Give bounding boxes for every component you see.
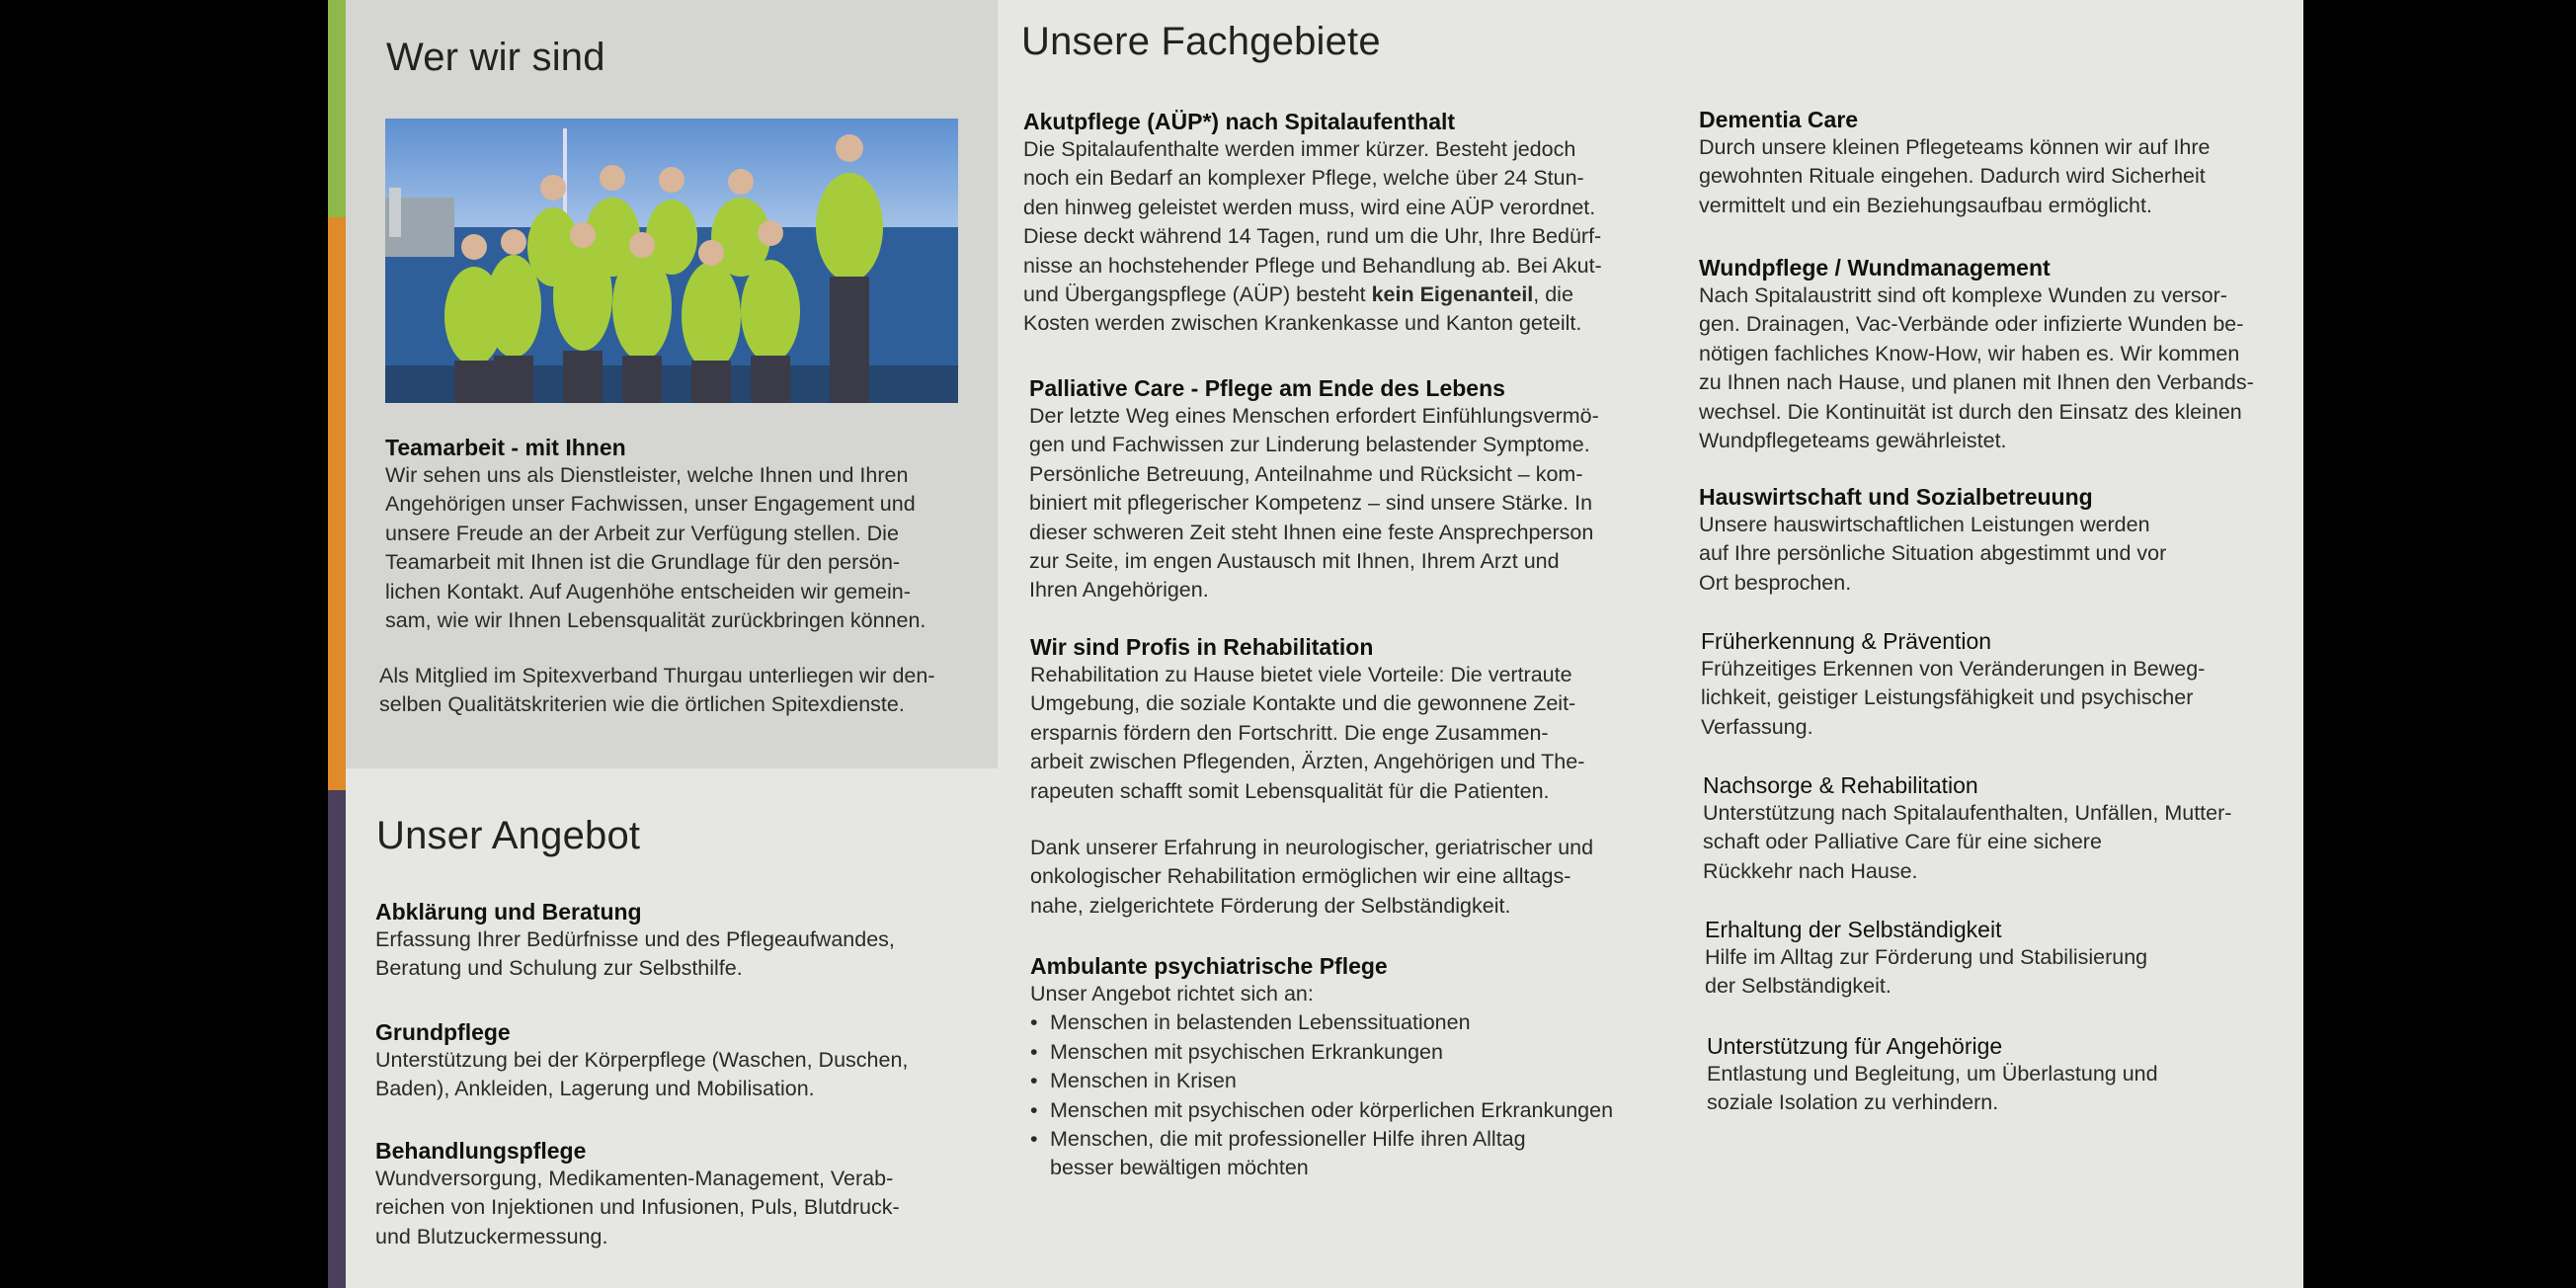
- text-line: gen und Fachwissen zur Linderung belastender Symptome.: [1029, 433, 1590, 457]
- angebot-abklaerung: [375, 899, 968, 984]
- text-line: Menschen, die mit professioneller Hilfe ihren Alltag: [1050, 1127, 1526, 1152]
- text-line: nahe, zielgerichtete Förderung der Selbständigkeit.: [1030, 893, 1511, 918]
- psychiatrie-block: [1030, 953, 1643, 1183]
- erhaltung-heading: Erhaltung der Selbständigkeit: [1705, 917, 2002, 942]
- text-line: rapeuten schafft somit Lebensqualität für die Patienten.: [1030, 778, 1550, 803]
- text-line: Rückkehr nach Hause.: [1703, 858, 1918, 883]
- dementia-text: [1699, 133, 2292, 220]
- hauswirtschaft-text: [1699, 511, 2292, 598]
- wundpflege-text: [1699, 282, 2292, 455]
- teamarbeit-text: [385, 461, 978, 635]
- strip-green: [328, 0, 346, 217]
- text-line: Frühzeitiges Erkennen von Veränderungen in Beweg-: [1701, 657, 2206, 681]
- rehabilitation-text: [1030, 661, 1643, 806]
- wundpflege-heading: Wundpflege / Wundmanagement: [1699, 255, 2051, 281]
- nachsorge-heading: Nachsorge & Rehabilitation: [1703, 772, 1978, 798]
- palliative-block: [1029, 375, 1642, 605]
- angebot-heading: Behandlungspflege: [375, 1138, 587, 1164]
- text-line: Als Mitglied im Spitexverband Thurgau unterliegen wir den-: [379, 664, 935, 687]
- angebot-grundpflege: [375, 1019, 968, 1104]
- akutpflege-heading: Akutpflege (AÜP*) nach Spitalaufenthalt: [1023, 109, 1456, 134]
- psychiatrie-heading: Ambulante psychiatrische Pflege: [1030, 953, 1388, 979]
- text-line: und Blutzuckermessung.: [375, 1224, 608, 1248]
- strip-orange: [328, 217, 346, 790]
- text-line: wechsel. Die Kontinuität ist durch den Einsatz des kleinen: [1699, 399, 2242, 424]
- text-line: auf Ihre persönliche Situation abgestimmt und vor: [1699, 541, 2167, 566]
- text-line: schaft oder Palliative Care für eine sichere: [1703, 830, 2102, 854]
- text-line: Umgebung, die soziale Kontakte und die gewonnene Zeit-: [1030, 691, 1576, 716]
- list-item: • Menschen mit psychischen oder körperlichen Erkrankungen: [1030, 1096, 1643, 1125]
- text-line: Angehörigen unser Fachwissen, unser Engagement und: [385, 492, 916, 517]
- angehoerige-text: [1707, 1060, 2299, 1118]
- angebot-text: [375, 926, 968, 984]
- text-line: selben Qualitätskriterien wie die örtlichen Spitexdienste.: [379, 692, 905, 717]
- text-line: reichen von Injektionen und Infusionen, Puls, Blutdruck-: [375, 1195, 900, 1220]
- strip-purple: [328, 790, 346, 1288]
- text-line: Dank unserer Erfahrung in neurologischer, geriatrischer und: [1030, 836, 1594, 860]
- text-line: und Übergangspflege (AÜP) besteht: [1023, 282, 1372, 307]
- frueherkennung-block: [1701, 628, 2294, 742]
- text-line: Diese deckt während 14 Tagen, rund um die Uhr, Ihre Bedürf-: [1023, 224, 1602, 249]
- text-line: Wundpflegeteams gewährleistet.: [1699, 429, 2007, 453]
- akutpflege-text: [1023, 135, 1636, 339]
- text-line: Persönliche Betreuung, Anteilnahme und Rücksicht – kom-: [1029, 461, 1583, 486]
- text-line: zu Ihnen nach Hause, und planen mit Ihnen den Verbands-: [1699, 370, 2254, 395]
- psychiatrie-list: [1030, 1008, 1643, 1182]
- text-line: Erfassung Ihrer Bedürfnisse und des Pflegeaufwandes,: [375, 927, 895, 951]
- team-photo: [385, 119, 958, 403]
- angebot-text: [375, 1165, 968, 1251]
- text-line: Entlastung und Begleitung, um Überlastung und: [1707, 1062, 2158, 1086]
- text-line: , die: [1533, 282, 1573, 307]
- dementia-heading: Dementia Care: [1699, 107, 1859, 132]
- text-line: Der letzte Weg eines Menschen erfordert Einfühlungsvermö-: [1029, 404, 1599, 428]
- nachsorge-block: [1703, 772, 2295, 886]
- section-title-wer-wir-sind: Wer wir sind: [386, 36, 605, 79]
- text-line: lichen Kontakt. Auf Augenhöhe entscheiden wir gemein-: [385, 579, 911, 604]
- section-title-unser-angebot: Unser Angebot: [376, 814, 641, 857]
- text-line: Die Spitalaufenthalte werden immer kürzer. Besteht jedoch: [1023, 137, 1576, 161]
- text-line: Wir sehen uns als Dienstleister, welche Ihnen und Ihren: [385, 463, 909, 487]
- dementia-block: [1699, 107, 2292, 220]
- angehoerige-heading: Unterstützung für Angehörige: [1707, 1033, 2003, 1059]
- list-item: • Menschen in Krisen: [1030, 1067, 1643, 1095]
- text-line: Nach Spitalaustritt sind oft komplexe Wunden zu versor-: [1699, 283, 2227, 307]
- text-line: Baden), Ankleiden, Lagerung und Mobilisation.: [375, 1077, 815, 1101]
- palliative-heading: Palliative Care - Pflege am Ende des Lebens: [1029, 375, 1505, 401]
- text-line: Teamarbeit mit Ihnen ist die Grundlage für den persön-: [385, 550, 901, 575]
- teamarbeit-block: [385, 435, 978, 635]
- text-line: Unterstützung bei der Körperpflege (Waschen, Duschen,: [375, 1048, 909, 1072]
- text-line: Kosten werden zwischen Krankenkasse und Kanton geteilt.: [1023, 311, 1582, 336]
- erhaltung-block: [1705, 917, 2297, 1002]
- text-line: der Selbständigkeit.: [1705, 974, 1892, 999]
- text-line: onkologischer Rehabilitation ermöglichen wir eine alltags-: [1030, 864, 1571, 889]
- text-line: vermittelt und ein Beziehungsaufbau ermöglicht.: [1699, 193, 2152, 217]
- angebot-heading: Grundpflege: [375, 1019, 511, 1045]
- hauswirtschaft-block: [1699, 484, 2292, 598]
- mitglied-text: [379, 662, 934, 720]
- psychiatrie-intro: Unser Angebot richtet sich an:: [1030, 982, 1314, 1006]
- text-line: dieser schweren Zeit steht Ihnen eine feste Ansprechperson: [1029, 520, 1594, 544]
- text-line: den hinweg geleistet werden muss, wird eine AÜP verordnet.: [1023, 195, 1596, 219]
- hauswirtschaft-heading: Hauswirtschaft und Sozialbetreuung: [1699, 484, 2093, 510]
- list-item: • Menschen mit psychischen Erkrankungen: [1030, 1038, 1643, 1067]
- text-line: Rehabilitation zu Hause bietet viele Vorteile: Die vertraute: [1030, 663, 1572, 686]
- color-strip: [328, 0, 346, 1288]
- text-line: Hilfe im Alltag zur Förderung und Stabilisierung: [1705, 945, 2148, 969]
- text-line: Beratung und Schulung zur Selbsthilfe.: [375, 956, 743, 981]
- text-line: biniert mit pflegerischer Kompetenz – sind unsere Stärke. In: [1029, 491, 1593, 516]
- erhaltung-text: [1705, 943, 2297, 1002]
- nachsorge-text: [1703, 799, 2295, 886]
- text-line: nötigen fachliches Know-How, wir haben es. Wir kommen: [1699, 341, 2240, 365]
- text-line: Ihren Angehörigen.: [1029, 578, 1209, 603]
- palliative-text: [1029, 402, 1642, 605]
- text-line: gewohnten Rituale eingehen. Dadurch wird Sicherheit: [1699, 164, 2206, 189]
- wundpflege-block: [1699, 255, 2292, 455]
- rehabilitation-heading: Wir sind Profis in Rehabilitation: [1030, 634, 1374, 660]
- text-line: Wundversorgung, Medikamenten-Management, Verab-: [375, 1167, 894, 1190]
- text-line: Durch unsere kleinen Pflegeteams können wir auf Ihre: [1699, 135, 2211, 159]
- text-line: besser bewältigen möchten: [1050, 1156, 1309, 1180]
- text-line: noch ein Bedarf an komplexer Pflege, welche über 24 Stun-: [1023, 166, 1584, 191]
- akutpflege-block: [1023, 109, 1636, 339]
- kein-eigenanteil-emphasis: kein Eigenanteil: [1371, 282, 1534, 307]
- text-line: gen. Drainagen, Vac-Verbände oder infizierte Wunden be-: [1699, 312, 2244, 337]
- text-line: ersparnis fördern den Fortschritt. Die enge Zusammen-: [1030, 720, 1549, 745]
- list-item: • Menschen in belastenden Lebenssituationen: [1030, 1008, 1643, 1037]
- angebot-text: [375, 1046, 968, 1104]
- text-line: nisse an hochstehender Pflege und Behandlung ab. Bei Akut-: [1023, 253, 1602, 278]
- text-line: unsere Freude an der Arbeit zur Verfügung stellen. Die: [385, 521, 899, 545]
- section-title-fachgebiete: Unsere Fachgebiete: [1021, 20, 1381, 63]
- frueherkennung-text: [1701, 655, 2294, 742]
- list-item: [1030, 1125, 1643, 1183]
- text-line: soziale Isolation zu verhindern.: [1707, 1090, 1999, 1115]
- text-line: Verfassung.: [1701, 714, 1813, 739]
- rehabilitation-block: [1030, 634, 1643, 921]
- text-line: sam, wie wir Ihnen Lebensqualität zurückbringen können.: [385, 608, 926, 633]
- angehoerige-block: [1707, 1033, 2299, 1118]
- rehabilitation-text-2: [1030, 834, 1643, 921]
- text-line: Unterstützung nach Spitalaufenthalten, Unfällen, Mutter-: [1703, 801, 2232, 825]
- angebot-heading: Abklärung und Beratung: [375, 899, 642, 925]
- angebot-behandlungspflege: [375, 1138, 968, 1251]
- teamarbeit-heading: Teamarbeit - mit Ihnen: [385, 435, 626, 460]
- text-line: arbeit zwischen Pflegenden, Ärzten, Angehörigen und The-: [1030, 750, 1585, 774]
- frueherkennung-heading: Früherkennung & Prävention: [1701, 628, 1992, 654]
- text-line: zur Seite, im engen Austausch mit Ihnen, Ihrem Arzt und: [1029, 549, 1560, 574]
- text-line: Unsere hauswirtschaftlichen Leistungen werden: [1699, 513, 2150, 536]
- text-line: Ort besprochen.: [1699, 570, 1852, 595]
- text-line: lichkeit, geistiger Leistungsfähigkeit und psychischer: [1701, 685, 2194, 710]
